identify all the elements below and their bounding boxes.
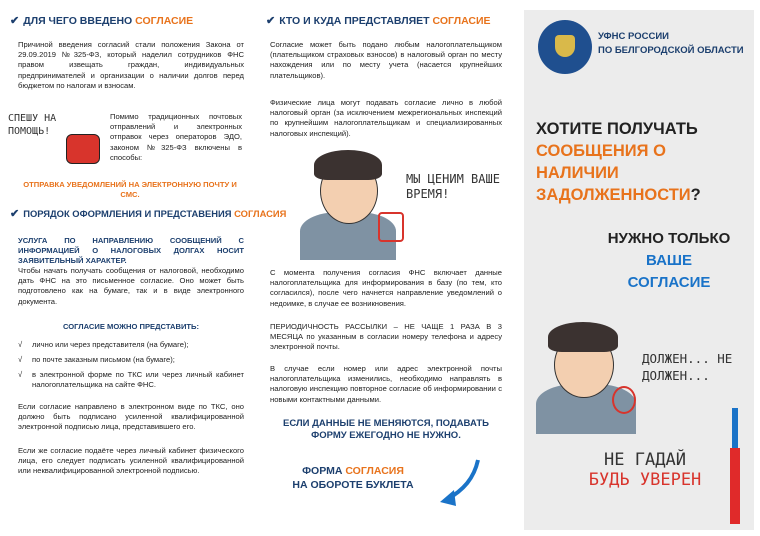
column-1: [0, 0, 287, 536]
tks-paragraph: Если согласие направлено в электронном виде по ТКС, оно должно быть подписано усиленной квалифицированной электронной подписью лица, представившего его.: [18, 402, 244, 432]
change-paragraph: В случае если номер или адрес электронной почты налогоплательщика изменились, необходимо направлять в налоговую инспекцию повторное согласие об информировании с новыми контактными данными.: [270, 364, 502, 404]
column-2: [258, 0, 510, 536]
electronic-notice: ОТПРАВКА УВЕДОМЛЕНИЙ НА ЭЛЕКТРОННУЮ ПОЧТУ И СМС.: [23, 180, 237, 200]
flag-blue-stroke: [732, 408, 738, 448]
cover-need: НУЖНО ТОЛЬКО ВАШЕ СОГЛАСИЕ: [607, 230, 731, 291]
column-3-cover: [524, 10, 754, 530]
service-paragraph: УСЛУГА ПО НАПРАВЛЕНИЮ СООБЩЕНИЙ С ИНФОРМАЦИЕЙ О НАЛОГОВЫХ ДОЛГАХ НОСИТ ЗАЯВИТЕЛЬНЫЙ ХАРАКТЕР.: [18, 236, 244, 266]
help-speech: СПЕШУ НА ПОМОЩЬ!: [8, 113, 57, 137]
individuals-paragraph: Физические лица могут подавать согласие лично в любой налоговый орган (за исключением межрегиональных инспекций по крупнейшим налогоплательщикам и специализированных налоговых инспекций).: [270, 98, 502, 138]
section-heading-who: ✔ КТО И КУДА ПРЕДСТАВЛЯЕТ СОГЛАСИЕ: [266, 15, 491, 27]
bullet-electronic: в электронной форме по ТКС или через личный кабинет налогоплательщика на сайте ФНС.: [32, 370, 244, 390]
must-speech: ДОЛЖЕН... НЕ ДОЛЖЕН...: [642, 351, 733, 383]
frequency-paragraph: ПЕРИОДИЧНОСТЬ РАССЫЛКИ – НЕ ЧАЩЕ 1 РАЗА В 3 МЕСЯЦА по указанным в согласии номеру телефона и адресу электронной почты.: [270, 322, 502, 352]
org-name: УФНС РОССИИ ПО БЕЛГОРОДСКОЙ ОБЛАСТИ: [598, 31, 744, 56]
receipt-paragraph: С момента получения согласия ФНС включает данные налогоплательщика для информирования в базу (по тем, кто согласился), после чего начнется направление уведомлений о недоимке, в случае ее возникновения.: [270, 268, 502, 308]
arrow-down-left-icon: [434, 456, 484, 510]
section-heading-purpose: ✔ ДЛЯ ЧЕГО ВВЕДЕНО СОГЛАСИЕ: [10, 15, 194, 27]
bullet-personal: лично или через представителя (на бумаге);: [32, 340, 189, 349]
start-paragraph: Чтобы начать получать сообщения от налоговой, необходимо дать ФНС на это письменное согласие. Оно может быть подготовлено как на бумаге, так и в виде электронного документа.: [18, 266, 244, 306]
value-speech: МЫ ЦЕНИМ ВАШЕ ВРЕМЯ!: [406, 172, 500, 201]
check-icon: √: [18, 355, 23, 364]
intro-paragraph: Причиной введения согласий стали положения Закона от 29.09.2019 №325-ФЗ, который наделил сотрудников ФНС правом извещать граждан, индивидуальных предпринимателей и организации о наличии долгов перед бюджетом по налогам и взносам.: [18, 40, 244, 90]
cover-question: ХОТИТЕ ПОЛУЧАТЬ СООБЩЕНИЯ О НАЛИЧИИ ЗАДОЛЖЕННОСТИ?: [536, 120, 701, 204]
flower-illustration: [612, 386, 636, 414]
guess-slogan: НЕ ГАДАЙ БУДЬ УВЕРЕН: [588, 450, 702, 490]
form-notice: ФОРМА СОГЛАСИЯ НА ОБОРОТЕ БУКЛЕТА: [292, 465, 414, 491]
check-icon: √: [18, 340, 23, 349]
besides-paragraph: Помимо традиционных почтовых отправлений и электронных отправок через операторов ЭДО, законом №325-ФЗ включены в способы:: [110, 112, 242, 162]
phone-illustration: [66, 134, 100, 164]
no-change-notice: ЕСЛИ ДАННЫЕ НЕ МЕНЯЮТСЯ, ПОДАВАТЬ ФОРМУ ЕЖЕГОДНО НЕ НУЖНО.: [283, 418, 489, 441]
who-paragraph: Согласие может быть подано любым налогоплательщиком (плательщиком страховых взносов) в налоговый орган по месту нахождения или по месту учета (насается крупнейших плательщиков).: [270, 40, 502, 80]
man2-hair-illustration: [548, 322, 618, 352]
ribbon-illustration: [378, 212, 404, 242]
can-present-heading: СОГЛАСИЕ МОЖНО ПРЕДСТАВИТЬ:: [62, 322, 200, 331]
flag-red-stroke: [730, 448, 740, 524]
check-icon: √: [18, 370, 23, 379]
cabinet-paragraph: Если же согласие подаёте через личный кабинет физического лица, его следует подписать усиленной квалифицированной или неквалифицированной электронной подписью.: [18, 446, 244, 476]
fns-logo-icon: [538, 20, 592, 74]
section-heading-order: ✔ ПОРЯДОК ОФОРМЛЕНИЯ И ПРЕДСТАВЕНИЯ СОГЛАСИЯ: [10, 208, 287, 220]
bullet-mail: по почте заказным письмом (на бумаге);: [32, 355, 175, 364]
man-hair-illustration: [314, 150, 382, 180]
